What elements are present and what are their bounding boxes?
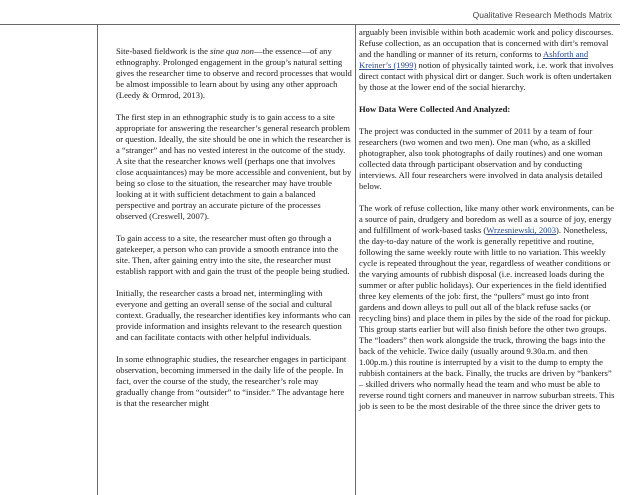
paragraph-work-routine: The work of refuse collection, like many other work environments, can be a source of pain, drudgery and boredom as well as a source of joy, energy and fulfillment of work-based tasks (Wrzesniewski, 2003). Nonetheless, the day-to-day nature of the work is generally repetitive and routine, following the same weekly route with little to no variation. This weekly cycle is repeated throughout the year, regardless of weather conditions or the varying amounts of rubbish disposal (i.e. increased loads during the summer or after public holidays). Our experiences in the field identified three key elements of the job: first, the “pullers” must go into front gardens and down alleys to pull out all of the black refuse sacks (or recycling bins) and place them in piles by the side of the road for pickup. This group starts earlier but will also finish before the other two groups. The “loaders” then work alongside the truck, throwing the bags into the back of the vehicle. Twice daily (usually around 9.30a.m. and then 1.00p.m.) this routine is interrupted by a visit to the dump to empty the rubbish containers at the back. Finally, the trucks are driven by “bankers” – skilled drivers who normally head the team and who must be able to reverse round tight corners and maneuver in narrow suburban streets. This job is seen to be the most desirable of the three since the driver gets to xyxy=(359,203,615,411)
paragraph-gain-access: To gain access to a site, the researcher must often go through a gatekeeper, a person who can provide a smooth entrance into the site. Then, after gaining entry into the site, the researcher must establish rapport with and gain the trust of the people being studied. xyxy=(116,233,350,276)
paragraph-participant-observation: In some ethnographic studies, the researcher engages in participant observation, becoming immersed in the daily life of the people. In fact, over the course of the study, the researcher’s role may gradually change from “outsider” to “insider.” The advantage here is that the researcher might xyxy=(116,354,347,408)
matrix-table xyxy=(0,24,620,495)
right-text-column xyxy=(356,25,620,495)
citation-link-ashforth[interactable]: Ashforth and Kreiner’s (1999) xyxy=(359,49,589,70)
paragraph-broad-net: Initially, the researcher casts a broad net, intermingling with everyone and getting an overall sense of the social and cultural context. Gradually, the researcher identifies key informants who can provide information and insights relevant to the research question and can facilitate contacts with other helpful individuals. xyxy=(116,288,351,342)
paragraph-site-based-fieldwork: Site-based fieldwork is the sine qua non—the essence—of any ethnography. Prolonged engagement in the group’s natural setting gives the researcher time to observe and record processes that would be almost impossible to learn about by using any other approach (Leedy & Ormrod, 2013). xyxy=(116,46,352,100)
paragraph-project-team: The project was conducted in the summer of 2011 by a team of four researchers (two women and two men). One man (who, as a skilled photographer, also took photographs of daily routines) and one woman collected data through participant observation and by conducting interviews. All four researchers were involved in data analysis detailed below. xyxy=(359,126,603,191)
section-heading: How Data Were Collected And Analyzed: xyxy=(359,104,511,114)
paragraph-refuse-collection: arguably been invisible within both academic work and policy discourses. Refuse collection, as an occupation that is concerned with dirt’s removal and the handling or manner of its return, conforms to Ashforth and Kreiner’s (1999) notion of physically tainted work, i.e. work that involves direct contact with physical dirt or danger. Such work is often undertaken by those at the lower end of the social hierarchy. xyxy=(359,27,614,92)
paragraph-first-step: The first step in an ethnographic study is to gain access to a site appropriate for answering the researcher’s general research problem or question. Ideally, the site should be one in which the researcher is a “stranger” and has no vested interest in the outcome of the study. A site that the researcher knows well (perhaps one that involves close acquaintances) may be more accessible and convenient, but by being so close to the situation, the researcher may have trouble looking at it with sufficient detachment to gain a balanced perspective and portray an accurate picture of the processes observed (Creswell, 2007). xyxy=(116,112,352,221)
latin-phrase: sine qua non xyxy=(210,46,254,56)
running-header: Qualitative Research Methods Matrix xyxy=(472,10,612,20)
left-text-column xyxy=(98,25,356,495)
citation-link-wrzesniewski[interactable]: Wrzesniewski, 2003 xyxy=(486,225,557,235)
empty-label-column xyxy=(0,25,98,495)
